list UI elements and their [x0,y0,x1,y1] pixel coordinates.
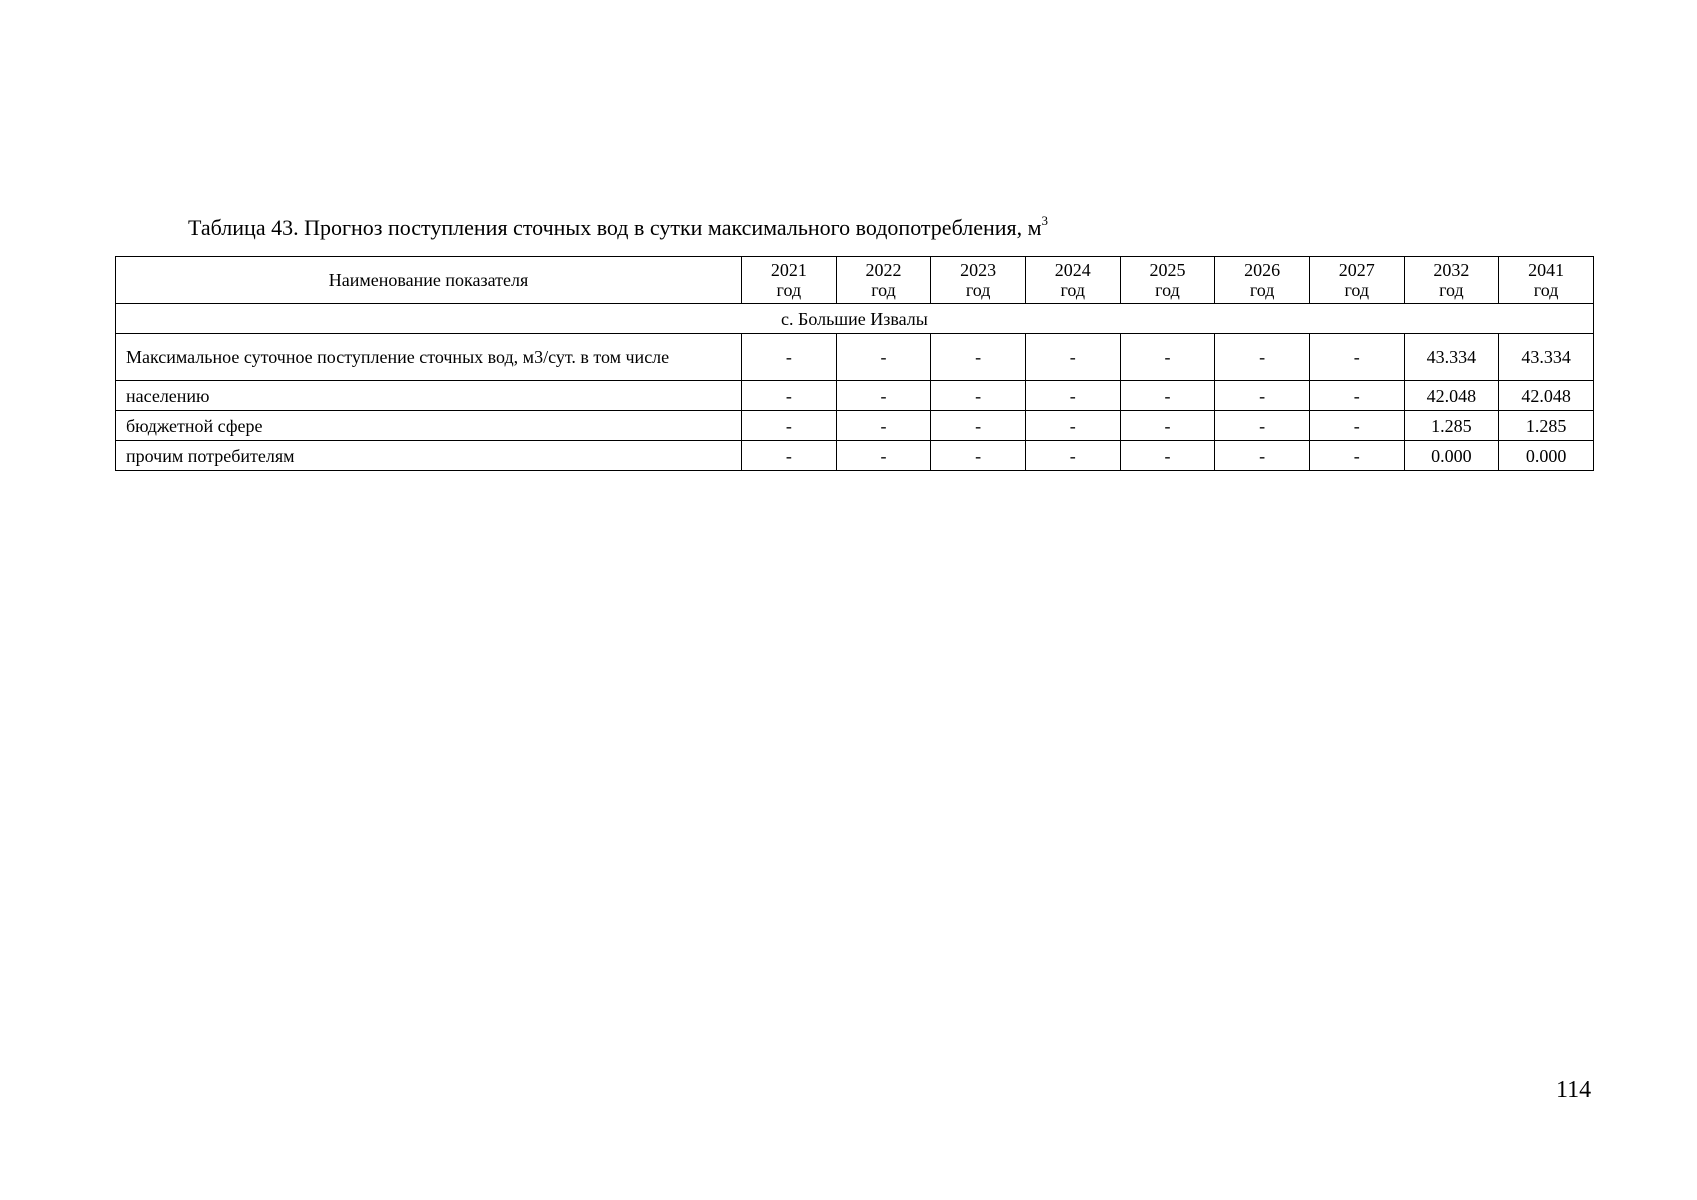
row-value: - [1215,411,1310,441]
section-title: с. Большие Извалы [116,304,1594,334]
row-value: - [836,381,931,411]
header-year-value: 2026 [1244,260,1281,280]
row-value: - [742,411,837,441]
header-year [836,257,931,304]
row-name: Максимальное суточное поступление сточных вод, м3/сут. в том числе [116,334,742,381]
section-row [116,304,1594,334]
table-row [116,411,1594,441]
row-value: - [931,441,1026,471]
header-year-value: 2022 [865,260,902,280]
header-year [1025,257,1120,304]
row-value: 43.334 [1499,334,1594,381]
row-value: 42.048 [1499,381,1594,411]
row-name: прочим потребителям [116,441,742,471]
header-year-unit: год [1533,280,1559,300]
table-row [116,381,1594,411]
page-number: 114 [1556,1077,1592,1103]
header-year [931,257,1026,304]
row-value: 43.334 [1404,334,1499,381]
header-indicator-name: Наименование показателя [116,257,742,304]
row-value: 0.000 [1499,441,1594,471]
table-caption [188,214,1048,242]
table-row [116,441,1594,471]
header-year-value: 2041 [1528,260,1565,280]
caption-text: Таблица 43. Прогноз поступления сточных вод в сутки максимального водопотребления, м [188,215,1042,240]
row-value: 1.285 [1404,411,1499,441]
row-value: - [836,334,931,381]
row-value: - [742,381,837,411]
table-header-row [116,257,1594,304]
row-value: - [1120,411,1215,441]
header-year-unit: год [1439,280,1464,300]
row-value: - [1120,381,1215,411]
row-value: - [836,411,931,441]
row-value: - [1025,411,1120,441]
row-value: - [836,441,931,471]
row-value: - [1215,334,1310,381]
table-row [116,334,1594,381]
header-year-value: 2021 [770,260,807,280]
row-value: - [1309,334,1404,381]
header-year [1120,257,1215,304]
row-value: - [1215,441,1310,471]
row-value: - [1025,334,1120,381]
row-name: бюджетной сфере [116,411,742,441]
row-value: 0.000 [1404,441,1499,471]
row-value: - [1215,381,1310,411]
row-value: - [1309,411,1404,441]
header-year-unit: год [1155,280,1180,300]
row-value: - [1309,381,1404,411]
header-year-value: 2024 [1054,260,1091,280]
header-year-value: 2027 [1338,260,1375,280]
header-year [1309,257,1404,304]
row-name: населению [116,381,742,411]
row-value: - [1120,334,1215,381]
header-year-unit: год [1060,280,1086,300]
header-year-value: 2025 [1149,260,1186,280]
row-value: - [742,334,837,381]
header-year [1215,257,1310,304]
row-value: - [1309,441,1404,471]
row-value: - [1025,381,1120,411]
caption-superscript: 3 [1041,213,1049,228]
header-year-unit: год [776,280,802,300]
row-value: - [931,381,1026,411]
row-value: - [1025,441,1120,471]
row-value: - [931,334,1026,381]
header-year-unit: год [1344,280,1370,300]
row-value: 1.285 [1499,411,1594,441]
wastewater-forecast-table [115,256,1594,471]
header-year-unit: год [965,280,991,300]
header-year-value: 2023 [960,260,997,280]
header-year [1404,257,1499,304]
header-year [1499,257,1594,304]
row-value: 42.048 [1404,381,1499,411]
header-year-value: 2032 [1433,260,1470,280]
row-value: - [1120,441,1215,471]
row-value: - [742,441,837,471]
row-value: - [931,411,1026,441]
header-year-unit: год [871,280,896,300]
header-year [742,257,837,304]
header-year-unit: год [1249,280,1275,300]
